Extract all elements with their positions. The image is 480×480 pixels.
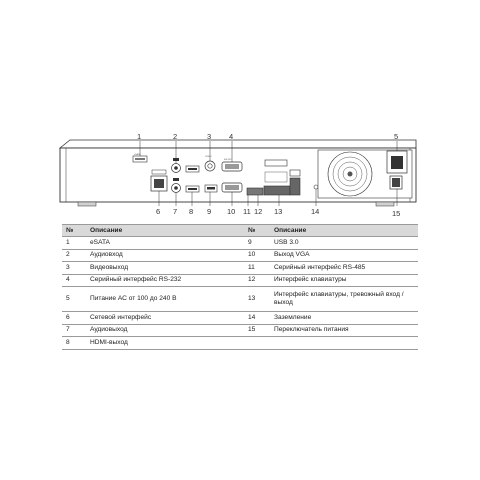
callout-13: 13: [274, 207, 283, 216]
table-row: [62, 262, 418, 275]
svg-text:VIDEO: VIDEO: [205, 156, 212, 158]
cell-number: 13: [244, 287, 270, 312]
callout-1: 1: [137, 132, 142, 141]
cell-number: 10: [244, 249, 270, 262]
callout-9: 9: [207, 207, 212, 216]
cell-description: USB 3.0: [270, 237, 418, 250]
cell-description: Серийный интерфейс RS-232: [86, 274, 244, 287]
table-row: [62, 337, 418, 350]
svg-text:eSATA: eSATA: [134, 154, 141, 156]
table-row: [62, 237, 418, 250]
cell-description: eSATA: [86, 237, 244, 250]
cell-description: Видеовыход: [86, 262, 244, 275]
cell-description: Интерфейс клавиатуры, тревожный вход / выход: [270, 287, 418, 312]
header-number-2: №: [244, 225, 270, 237]
cell-number: 15: [244, 324, 270, 337]
port-description-table: [62, 224, 418, 350]
svg-text:RS-232: RS-232: [224, 159, 232, 161]
callout-5: 5: [394, 132, 399, 141]
cell-number: 6: [62, 312, 86, 325]
cell-description: Сетевой интерфейс: [86, 312, 244, 325]
cell-number: 5: [62, 287, 86, 312]
table-row: [62, 287, 418, 312]
header-description-2: Описание: [270, 225, 418, 237]
callout-15: 15: [392, 209, 401, 218]
vga-port: [222, 183, 242, 192]
cell-number: 8: [62, 337, 86, 350]
callout-14: 14: [311, 207, 320, 216]
callout-3: 3: [207, 132, 212, 141]
callout-12: 12: [254, 207, 263, 216]
cell-number: 9: [244, 237, 270, 250]
cell-description: Питание АС от 100 до 240 В: [86, 287, 244, 312]
table-header-row: [62, 225, 418, 237]
callout-2: 2: [173, 132, 178, 141]
cell-number: [244, 337, 270, 350]
header-number: №: [62, 225, 86, 237]
cell-number: 7: [62, 324, 86, 337]
cell-number: 3: [62, 262, 86, 275]
cell-description: Серийный интерфейс RS-485: [270, 262, 418, 275]
network-port: [151, 170, 167, 191]
ground-terminal: [314, 185, 318, 189]
cell-description: Интерфейс клавиатуры: [270, 274, 418, 287]
fan-and-power-module: [318, 150, 412, 198]
cell-description: HDMI-выход: [86, 337, 244, 350]
cell-description: Выход VGA: [270, 249, 418, 262]
header-description: Описание: [86, 225, 244, 237]
callout-4: 4: [229, 132, 234, 141]
cell-number: 1: [62, 237, 86, 250]
cell-description: [270, 337, 418, 350]
cell-description: Аудиовход: [86, 249, 244, 262]
callout-6: 6: [156, 207, 161, 216]
table-row: [62, 249, 418, 262]
cell-number: 12: [244, 274, 270, 287]
cell-number: 4: [62, 274, 86, 287]
cell-number: 14: [244, 312, 270, 325]
cell-description: Аудиовыход: [86, 324, 244, 337]
table-row: [62, 324, 418, 337]
cell-number: 11: [244, 262, 270, 275]
table-row: [62, 274, 418, 287]
usb3-port: [205, 185, 217, 192]
cell-number: 2: [62, 249, 86, 262]
cell-description: Заземление: [270, 312, 418, 325]
cell-description: Переключатель питания: [270, 324, 418, 337]
rear-panel-diagram: [0, 0, 480, 220]
callout-11: 11: [243, 207, 251, 216]
callout-7: 7: [173, 207, 178, 216]
table-row: [62, 312, 418, 325]
callout-10: 10: [227, 207, 236, 216]
callout-8: 8: [189, 207, 194, 216]
